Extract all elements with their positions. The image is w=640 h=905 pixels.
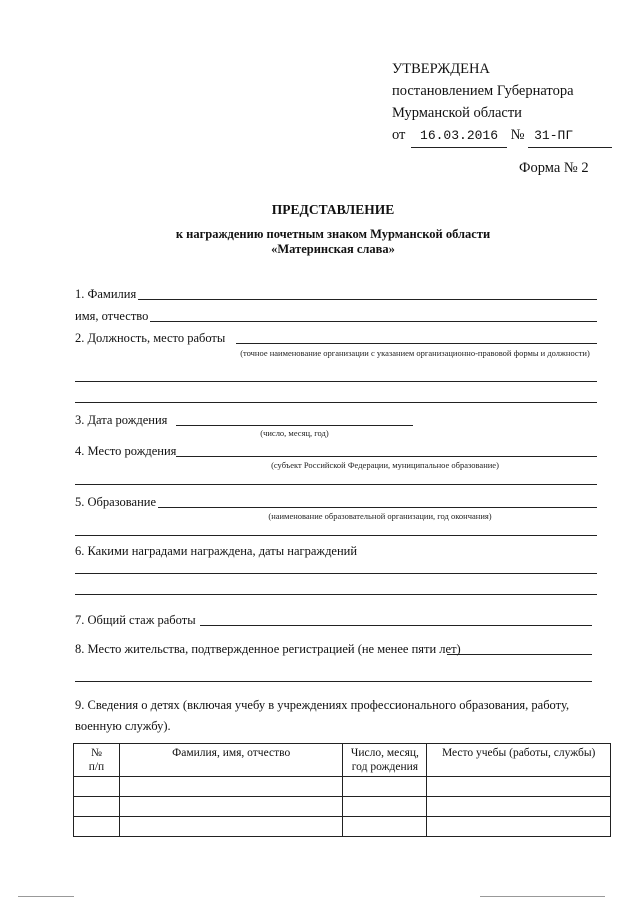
position-hint: (точное наименование организации с указанием организационно-правовой формы и должности) [240,348,590,358]
table-cell[interactable] [74,817,120,837]
name-label: имя, отчество [75,309,149,323]
residence-line[interactable] [447,654,592,655]
table-cell[interactable] [74,797,120,817]
residence-label: 8. Место жительства, подтвержденное регистрацией (не менее пяти лет) [75,642,461,656]
birth-date-label: 3. Дата рождения [75,413,168,427]
table-cell[interactable] [119,797,343,817]
table-cell[interactable] [427,777,611,797]
birth-place-label: 4. Место рождения [75,444,177,458]
col-study-place-header: Место учебы (работы, службы) [427,744,611,777]
awards-label: 6. Какими наградами награждена, даты награждений [75,544,358,558]
approval-title: УТВЕРЖДЕНА [392,61,490,77]
birth-place-line-2[interactable] [75,484,597,485]
birth-place-hint: (субъект Российской Федерации, муниципальное образование) [271,460,499,470]
table-cell[interactable] [74,777,120,797]
table-row [74,777,611,797]
document-subtitle-1: к награждению почетным знаком Мурманской области [175,227,491,241]
table-cell[interactable] [343,777,427,797]
table-cell[interactable] [119,777,343,797]
approval-from-label: от [392,127,406,143]
document-subtitle-2: «Материнская слава» [271,242,395,256]
col-number-header: № п/п [74,744,120,777]
approval-stamp [392,58,612,148]
birth-date-line[interactable] [176,425,413,426]
document-title: ПРЕДСТАВЛЕНИЕ [271,202,395,217]
birth-place-line[interactable] [176,456,597,457]
experience-label: 7. Общий стаж работы [75,613,196,627]
col-fullname-header: Фамилия, имя, отчество [119,744,343,777]
col-birthdate-header: Число, месяц, год рождения [343,744,427,777]
education-line-2[interactable] [75,535,597,536]
table-row [74,817,611,837]
approval-number: 31-ПГ [528,125,612,148]
table-cell[interactable] [343,797,427,817]
experience-line[interactable] [200,625,592,626]
surname-label: 1. Фамилия [75,287,137,301]
education-hint: (наименование образовательной организации, год окончания) [268,511,492,521]
table-row [74,797,611,817]
footer-mark-left [18,896,74,897]
children-table-header [74,744,611,777]
table-cell[interactable] [427,797,611,817]
position-line[interactable] [236,343,597,344]
footer-mark-right [480,896,605,897]
table-cell[interactable] [119,817,343,837]
table-cell[interactable] [427,817,611,837]
approval-region: Мурманской области [392,105,522,121]
education-line[interactable] [158,507,597,508]
education-label: 5. Образование [75,495,157,509]
residence-line-2[interactable] [75,681,592,682]
form-number: Форма № 2 [519,160,589,176]
table-cell[interactable] [343,817,427,837]
children-table [73,743,611,837]
approval-date-row [392,124,612,148]
surname-line[interactable] [138,299,597,300]
birth-date-hint: (число, месяц, год) [260,428,329,438]
awards-line-1[interactable] [75,573,597,574]
approval-decree: постановлением Губернатора [392,83,574,99]
approval-date: 16.03.2016 [411,125,507,148]
children-label-1: 9. Сведения о детях (включая учебу в учреждениях профессионального образования, работу, [75,698,570,712]
approval-number-label: № [510,127,525,143]
children-label-2: военную службу). [75,719,171,733]
name-line[interactable] [150,321,597,322]
awards-line-2[interactable] [75,594,597,595]
position-label: 2. Должность, место работы [75,331,226,345]
position-line-2[interactable] [75,381,597,382]
position-line-3[interactable] [75,402,597,403]
